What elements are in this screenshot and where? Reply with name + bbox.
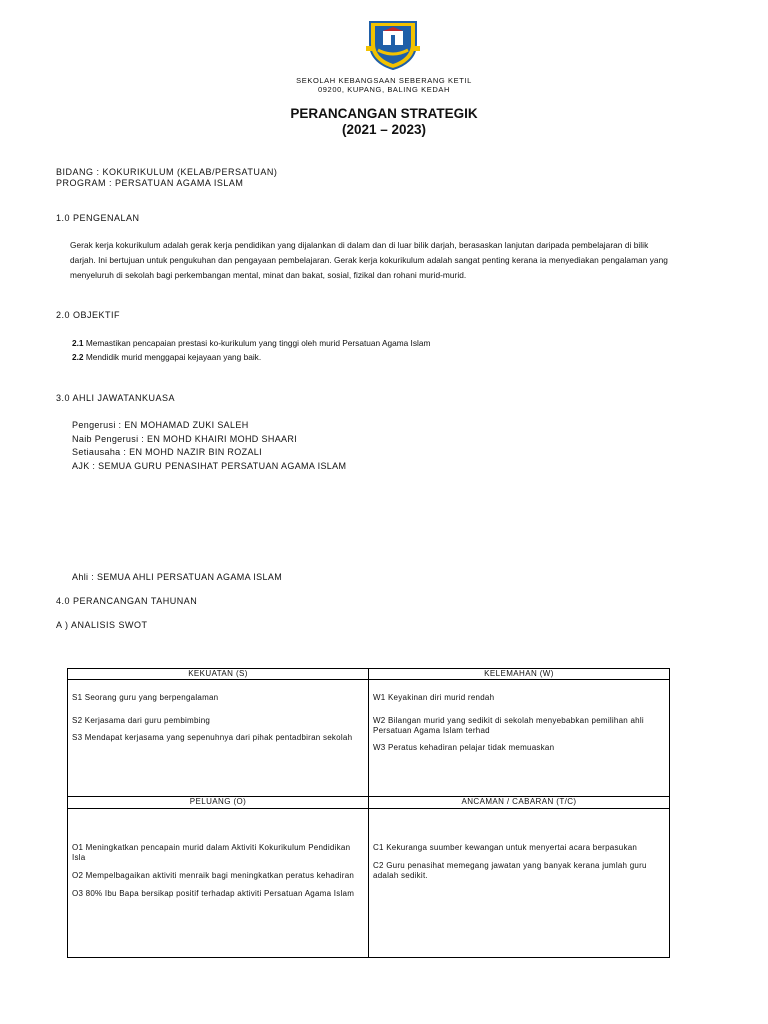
objective-number: 2.1	[72, 338, 84, 348]
intro-line-2: darjah. Ini bertujuan untuk pengukuhan dan pengayaan pembelajaran. Gerak kerja kokurikulum adalah sangat penting kerana ia menyediakan pengalaman yang	[70, 255, 668, 265]
introduction-paragraph	[70, 238, 730, 283]
threat-item: C2 Guru penasihat memegang jawatan yang banyak kerana jumlah guru adalah sedikit.	[373, 861, 647, 880]
swot-table	[67, 668, 670, 958]
secretary: Setiausaha : EN MOHD NAZIR BIN ROZALI	[72, 447, 262, 458]
threat-item: C1 Kekuranga suumber kewangan untuk menyertai acara berpasukan	[373, 843, 638, 852]
vice-chairman: Naib Pengerusi : EN MOHD KHAIRI MOHD SHAARI	[72, 433, 298, 444]
intro-line-3: menyeluruh di sekolah bagi perkembangan mental, minat dan bakat, sosial, fizikal dan rohani murid-murid.	[70, 270, 467, 280]
objective-item	[72, 337, 430, 350]
program-label: PROGRAM : PERSATUAN AGAMA ISLAM	[56, 178, 244, 188]
column-divider	[368, 669, 369, 957]
school-address: 09200, KUPANG, BALING KEDAH	[318, 85, 450, 94]
strengths-header: KEKUATAN (S)	[188, 669, 248, 678]
objective-number: 2.2	[72, 352, 84, 362]
intro-line-1: Gerak kerja kokurikulum adalah gerak kerja pendidikan yang dijalankan di dalam dan di luar bilik darjah, berasaskan lanjutan daripada pembelajaran di bilik	[70, 240, 649, 250]
weaknesses-header: KELEMAHAN (W)	[484, 669, 554, 678]
section-2-heading: 2.0 OBJEKTIF	[56, 310, 121, 320]
committee-members: AJK : SEMUA GURU PENASIHAT PERSATUAN AGAMA ISLAM	[72, 460, 347, 471]
section-3-heading: 3.0 AHLI JAWATANKUASA	[56, 393, 176, 403]
strength-item: S3 Mendapat kerjasama yang sepenuhnya dari pihak pentadbiran sekolah	[72, 733, 353, 742]
school-name: SEKOLAH KEBANGSAAN SEBERANG KETIL	[296, 76, 472, 85]
threats-cell	[373, 843, 663, 889]
opportunity-item: O2 Mempelbagaikan aktiviti menraik bagi meningkatkan peratus kehadiran	[72, 871, 355, 880]
objective-text: Memastikan pencapaian prestasi ko-kurikulum yang tinggi oleh murid Persatuan Agama Islam	[85, 338, 431, 348]
row-divider	[68, 679, 669, 680]
section-1-heading: 1.0 PENGENALAN	[56, 213, 140, 223]
bidang-label: BIDANG : KOKURIKULUM (KELAB/PERSATUAN)	[56, 167, 278, 177]
objective-item	[72, 351, 261, 364]
opportunity-item: O3 80% Ibu Bapa bersikap positif terhadap aktiviti Persatuan Agama Islam	[72, 889, 355, 898]
weakness-item: W1 Keyakinan diri murid rendah	[373, 693, 495, 702]
document-title: PERANCANGAN STRATEGIK	[290, 106, 478, 121]
strength-item: S1 Seorang guru yang berpengalaman	[72, 693, 219, 702]
weakness-item: W3 Peratus kehadiran pelajar tidak memuaskan	[373, 743, 555, 752]
weakness-item: W2 Bilangan murid yang sedikit di sekolah menyebabkan pemilihan ahli Persatuan Agama Islam terhad	[373, 716, 644, 735]
strength-item: S2 Kerjasama dari guru pembimbing	[72, 716, 211, 725]
row-divider	[68, 808, 669, 809]
objective-text: Mendidik murid menggapai kejayaan yang baik.	[85, 352, 262, 362]
chairman: Pengerusi : EN MOHAMAD ZUKI SALEH	[72, 420, 249, 430]
section-4-heading: 4.0 PERANCANGAN TAHUNAN	[56, 596, 198, 606]
school-crest-logo	[366, 18, 420, 70]
opportunities-cell	[72, 843, 362, 907]
members: Ahli : SEMUA AHLI PERSATUAN AGAMA ISLAM	[72, 572, 283, 582]
swot-subheading: A ) ANALISIS SWOT	[56, 620, 148, 630]
document-years: (2021 – 2023)	[341, 122, 427, 137]
weaknesses-cell	[373, 693, 663, 761]
strengths-cell	[72, 693, 362, 751]
committee-list	[72, 419, 346, 473]
opportunities-header: PELUANG (O)	[189, 797, 247, 806]
opportunity-item: O1 Meningkatkan pencapain murid dalam Aktiviti Kokurikulum Pendidikan Isla	[72, 843, 351, 862]
threats-header: ANCAMAN / CABARAN (T/C)	[461, 797, 577, 806]
